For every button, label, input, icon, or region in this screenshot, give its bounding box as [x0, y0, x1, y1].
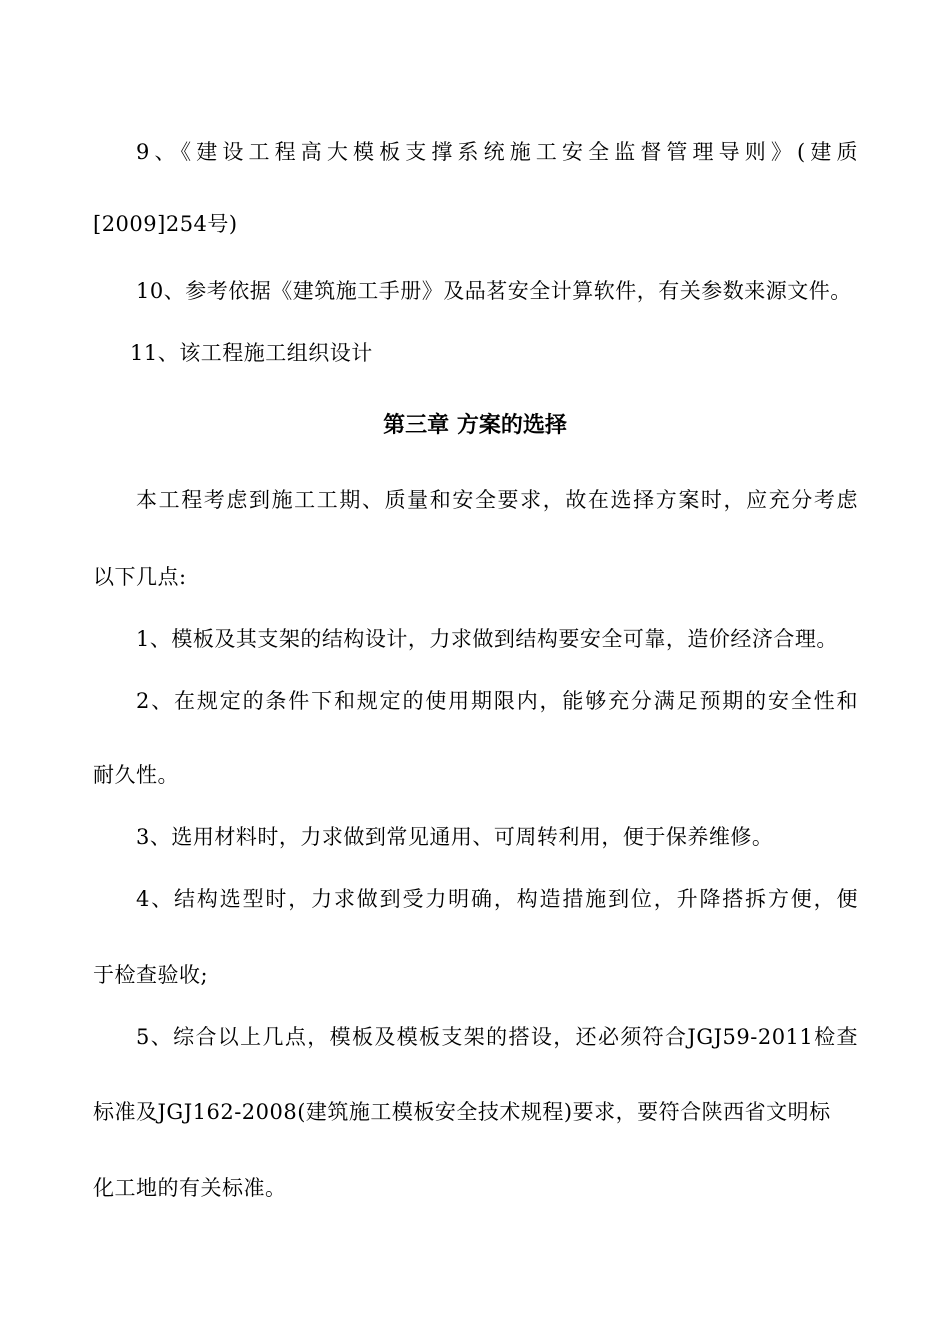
paragraph-item-11: 11、该工程施工组织设计: [130, 341, 373, 365]
chapter-heading: 第三章 方案的选择: [383, 413, 567, 438]
list-item-5-line-3: 化工地的有关标准。: [93, 1176, 287, 1200]
list-item-1: 1、模板及其支架的结构设计，力求做到结构要安全可靠，造价经济合理。: [136, 627, 838, 651]
list-item-2-line-2: 耐久性。: [93, 763, 179, 787]
intro-paragraph-line-1: 本工程考虑到施工工期、质量和安全要求，故在选择方案时，应充分考虑: [136, 488, 858, 512]
intro-paragraph-line-2: 以下几点:: [93, 565, 187, 589]
list-item-5-line-1: 5、综合以上几点，模板及模板支架的搭设，还必须符合JGJ59-2011检查: [136, 1025, 858, 1049]
list-item-4-line-1: 4、结构选型时，力求做到受力明确，构造措施到位，升降搭拆方便，便: [136, 887, 858, 911]
paragraph-item-9-line-2: [2009]254号): [93, 212, 238, 236]
paragraph-item-9-line-1: 9、《建设工程高大模板支撑系统施工安全监督管理导则》(建质: [136, 140, 858, 164]
paragraph-item-10: 10、参考依据《建筑施工手册》及品茗安全计算软件，有关参数来源文件。: [136, 279, 852, 303]
list-item-3: 3、选用材料时，力求做到常见通用、可周转利用，便于保养维修。: [136, 825, 774, 849]
list-item-4-line-2: 于检查验收;: [93, 963, 209, 987]
list-item-2-line-1: 2、在规定的条件下和规定的使用期限内，能够充分满足预期的安全性和: [136, 689, 858, 713]
list-item-5-line-2: 标准及JGJ162-2008(建筑施工模板安全技术规程)要求，要符合陕西省文明标: [93, 1100, 831, 1124]
